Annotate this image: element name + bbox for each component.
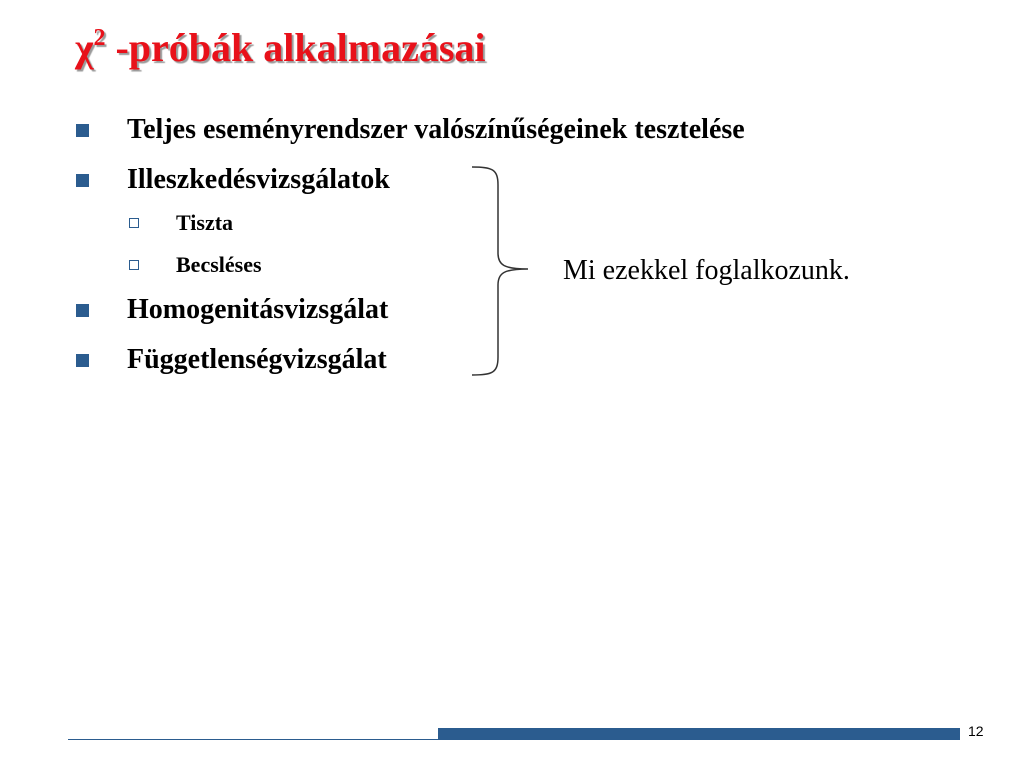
- footer-line: [68, 739, 440, 740]
- brace-note: Mi ezekkel foglalkozunk.: [563, 255, 850, 286]
- square-bullet-icon: [76, 304, 89, 317]
- page-number: 12: [968, 723, 984, 739]
- bullet-item: Teljes eseményrendszer valószínűségeinek tesztelése: [127, 114, 745, 145]
- title-chi-symbol: χ: [75, 25, 94, 70]
- bullet-item: Függetlenségvizsgálat: [127, 344, 387, 375]
- bullet-item: Illeszkedésvizsgálatok: [127, 164, 390, 195]
- square-bullet-icon: [76, 354, 89, 367]
- bullet-item: Homogenitásvizsgálat: [127, 294, 389, 325]
- square-bullet-icon: [76, 124, 89, 137]
- sub-bullet-item: Becsléses: [176, 252, 262, 277]
- sub-bullet-item: Tiszta: [176, 210, 234, 235]
- hollow-square-bullet-icon: [129, 218, 139, 228]
- slide-title: [75, 22, 486, 74]
- hollow-square-bullet-icon: [129, 260, 139, 270]
- title-superscript: 2: [93, 25, 106, 51]
- footer-bar: [438, 728, 960, 740]
- square-bullet-icon: [76, 174, 89, 187]
- title-text: -próbák alkalmazásai: [105, 25, 486, 70]
- right-brace-icon: [470, 165, 530, 379]
